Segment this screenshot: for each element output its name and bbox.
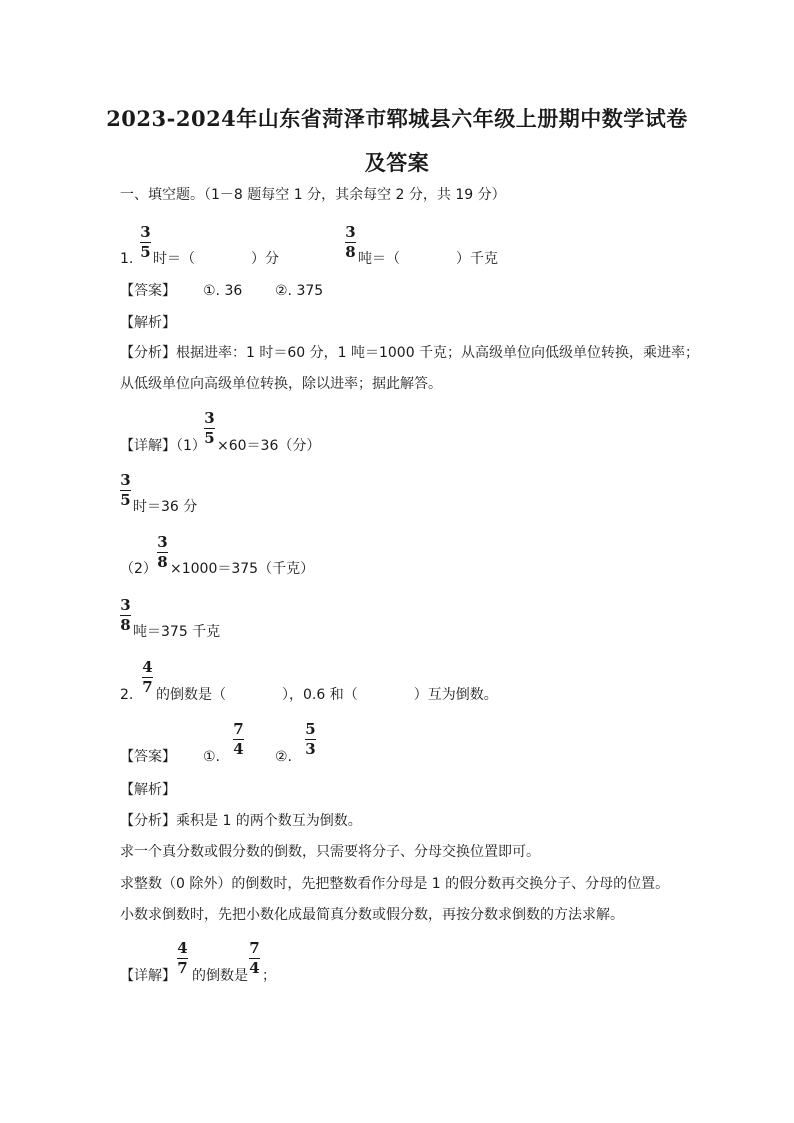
q1-detail-2-result-fraction	[120, 597, 131, 634]
frac-den: 8	[345, 243, 356, 261]
frac-num: 3	[345, 223, 356, 241]
q2-line-2: 求整数（0 除外）的倒数时，先把整数看作分母是 1 的假分数再交换分子、分母的位置。	[120, 876, 670, 892]
frac-den: 4	[249, 959, 260, 977]
fenxi-text: 根据进率：1 时＝60 分，1 吨＝1000 千克；从高级单位向低级单位转换，乘进率；	[176, 345, 700, 361]
frac-num: 3	[120, 596, 131, 614]
q2-answer-1-fraction	[233, 721, 244, 758]
q2-text: 的倒数是（ ），0.6 和（ ）互为倒数。	[156, 687, 498, 703]
q1-analysis-label: 【解析】	[120, 315, 176, 331]
detail-label: 【详解】	[120, 438, 176, 454]
frac-den: 7	[177, 959, 188, 977]
detail-prefix: （1）	[176, 438, 206, 454]
q1-detail-1-result-fraction	[120, 472, 131, 509]
q2-fraction	[142, 659, 153, 696]
frac-num: 4	[142, 658, 153, 676]
q2-detail-end: ；	[262, 968, 276, 984]
q2-analysis-label: 【解析】	[120, 782, 176, 798]
frac-num: 7	[249, 939, 260, 957]
q1-detail-label	[120, 437, 206, 455]
q1-detail-2-fraction	[157, 534, 168, 571]
frac-num: 7	[233, 720, 244, 738]
q1-detail-1-result: 时＝36 分	[133, 499, 198, 515]
frac-den: 5	[120, 491, 131, 509]
q2-detail-fraction-2	[249, 940, 260, 977]
q1-part1: 时＝（ ）分	[153, 251, 279, 267]
q1-detail-2-calc: ×1000＝375（千克）	[170, 561, 315, 577]
q1-detail-1-calc: ×60＝36（分）	[217, 438, 321, 454]
frac-num: 3	[140, 223, 151, 241]
q2-detail-mid: 的倒数是	[192, 968, 248, 984]
frac-num: 4	[177, 939, 188, 957]
doc-title-line1: 2023-2024年山东省菏泽市郓城县六年级上册期中数学试卷	[106, 106, 688, 131]
frac-den: 3	[305, 740, 316, 758]
q1-answer-label: 【答案】	[120, 283, 176, 299]
q2-detail-fraction-1	[177, 940, 188, 977]
q2-answer-1-prefix: ①.	[203, 749, 221, 765]
q1-detail-2-prefix: （2）	[120, 561, 157, 577]
fenxi-label: 【分析】	[120, 345, 176, 361]
q1-fraction-b	[345, 224, 356, 261]
q1-part2: 吨＝（ ）千克	[358, 251, 498, 267]
q1-answer-2: ②. 375	[275, 283, 324, 299]
q1-detail-2-result: 吨＝375 千克	[133, 624, 221, 640]
q2-answer-2-prefix: ②.	[275, 749, 293, 765]
q2-line-3: 小数求倒数时，先把小数化成最简真分数或假分数，再按分数求倒数的方法求解。	[120, 907, 624, 923]
q2-number: 2.	[120, 687, 134, 703]
q1-fraction-a	[140, 224, 151, 261]
q2-fenxi	[120, 812, 362, 830]
frac-num: 3	[157, 533, 168, 551]
q1-fenxi	[120, 344, 699, 362]
q1-detail-1-fraction	[204, 410, 215, 447]
q2-answer-2-fraction	[305, 721, 316, 758]
q1-fenxi-continued: 从低级单位向高级单位转换，除以进率；据此解答。	[120, 376, 442, 392]
section-heading: 一、填空题。（1－8 题每空 1 分，其余每空 2 分，共 19 分）	[120, 187, 506, 203]
frac-den: 5	[140, 243, 151, 261]
frac-den: 7	[142, 678, 153, 696]
frac-den: 8	[157, 553, 168, 571]
frac-den: 5	[204, 429, 215, 447]
q1-number: 1.	[120, 251, 134, 267]
frac-num: 3	[120, 471, 131, 489]
frac-num: 5	[305, 720, 316, 738]
frac-num: 3	[204, 409, 215, 427]
q2-answer-label: 【答案】	[120, 749, 176, 765]
q2-detail-label: 【详解】	[120, 968, 176, 984]
doc-title-line2: 及答案	[364, 150, 430, 175]
fenxi-text: 乘积是 1 的两个数互为倒数。	[176, 813, 362, 829]
q2-line-1: 求一个真分数或假分数的倒数，只需要将分子、分母交换位置即可。	[120, 844, 540, 860]
frac-den: 8	[120, 616, 131, 634]
q1-answer-1: ①. 36	[203, 283, 243, 299]
frac-den: 4	[233, 740, 244, 758]
fenxi-label: 【分析】	[120, 813, 176, 829]
